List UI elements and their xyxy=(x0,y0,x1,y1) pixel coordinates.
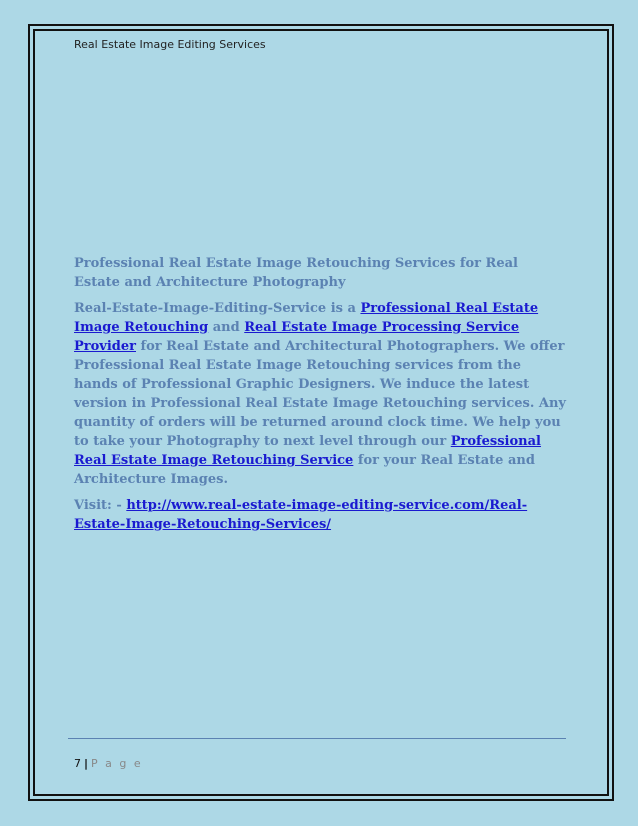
visit-url-link[interactable]: http://www.real-estate-image-editing-service.com/Real-Estate-Image-Retouching-Services/ xyxy=(74,498,528,532)
paragraph-text-3: for Real Estate and Architectural Photographers. We offer Professional Real Estate Image Retouching services from the hands of Professional Graphic Designers. We induce the latest version in Professional Real Estate Image Retouching services. Any quantity of orders will be returned around clock time. We help you to take your Photography to next level through our xyxy=(74,339,566,449)
article-heading: Professional Real Estate Image Retouching Services for Real Estate and Architecture Photography xyxy=(74,256,518,290)
paragraph-text-1: Real-Estate-Image-Editing-Service is a xyxy=(74,301,361,316)
link-processing-service-provider[interactable]: Real Estate Image Processing Service Provider xyxy=(74,320,520,354)
visit-line xyxy=(74,496,568,534)
page-label: P a g e xyxy=(91,757,143,770)
link-professional-retouching[interactable]: Professional Real Estate Image Retouching xyxy=(74,301,539,335)
link-retouching-service[interactable]: Professional Real Estate Image Retouching Service xyxy=(74,434,541,468)
page-header: Real Estate Image Editing Services xyxy=(74,38,266,51)
footer-divider xyxy=(68,738,566,739)
article-body xyxy=(74,254,568,541)
footer-separator: | xyxy=(84,757,89,770)
visit-label: Visit: - xyxy=(74,498,127,513)
paragraph-text-4: for your Real Estate and Architecture Images. xyxy=(74,453,535,487)
article-paragraph xyxy=(74,299,568,489)
page-number: 7 xyxy=(74,757,81,770)
paragraph-text-2: and xyxy=(208,320,245,335)
page-footer xyxy=(74,757,143,770)
